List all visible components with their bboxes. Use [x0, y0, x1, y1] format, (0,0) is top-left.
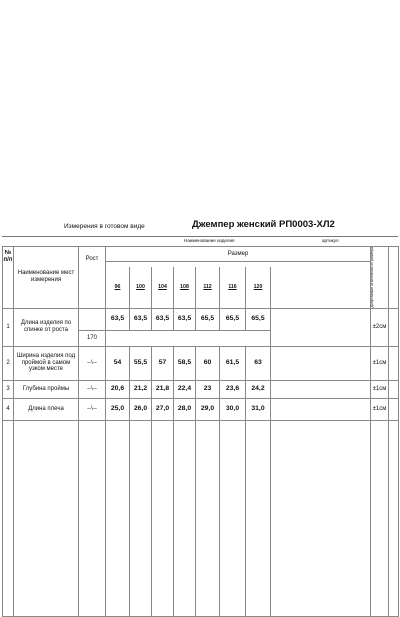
- size-cell: 104: [152, 267, 174, 308]
- blank-cell: [130, 420, 152, 616]
- row-name: Глубина проймы: [14, 380, 79, 398]
- row-no: 3: [3, 380, 14, 398]
- measurement-sheet: [2, 218, 398, 617]
- value-cell: 63,5: [106, 308, 130, 330]
- table-row: [3, 380, 399, 398]
- blank-cell: [371, 420, 389, 616]
- value-cell: 65,5: [220, 308, 246, 330]
- value-cell: 63,5: [152, 308, 174, 330]
- spare-column: [389, 247, 399, 309]
- table-blank-area: [3, 420, 399, 616]
- tolerance-cell: ±1см: [371, 398, 389, 420]
- value-cell: 54: [106, 346, 130, 380]
- size-cell: 100: [130, 267, 152, 308]
- value-cell: 31,0: [246, 398, 271, 420]
- row-height: --\--: [79, 346, 106, 380]
- table-row: [3, 398, 399, 420]
- table-row: [3, 346, 399, 380]
- tolerance-cell: ±2см: [371, 308, 389, 346]
- header-row-1: [3, 247, 399, 262]
- value-cell: 26,0: [130, 398, 152, 420]
- value-cell: 57: [152, 346, 174, 380]
- size-cell: 112: [196, 267, 220, 308]
- value-empty: [271, 380, 371, 398]
- value-cell: 63,5: [130, 308, 152, 330]
- value-cell: 29,0: [196, 398, 220, 420]
- value-cell: 24,2: [246, 380, 271, 398]
- blank-cell: [271, 420, 371, 616]
- blank-cell: [3, 420, 14, 616]
- product-name-label: Наименование изделия: [184, 238, 235, 243]
- size-cell: 96: [106, 267, 130, 308]
- height-row-blank: [106, 330, 271, 346]
- value-cell: 58,5: [174, 346, 196, 380]
- blank-cell: [389, 420, 399, 616]
- size-cell: 116: [220, 267, 246, 308]
- row-height: [79, 308, 106, 330]
- row-no: 2: [3, 346, 14, 380]
- blank-cell: [246, 420, 271, 616]
- value-empty: [271, 308, 371, 346]
- height-header: Рост: [79, 247, 106, 309]
- tolerance-cell: ±1см: [371, 380, 389, 398]
- value-cell: 22,4: [174, 380, 196, 398]
- value-cell: 30,0: [220, 398, 246, 420]
- blank-cell: [220, 420, 246, 616]
- height-value: 170: [79, 330, 106, 346]
- value-cell: 65,5: [196, 308, 220, 330]
- blank-cell: [14, 420, 79, 616]
- sheet-header: [2, 218, 398, 236]
- blank-cell: [106, 420, 130, 616]
- value-cell: 21,8: [152, 380, 174, 398]
- product-title: Джемпер женский РП0003-ХЛ2: [192, 219, 335, 230]
- value-empty: [271, 398, 371, 420]
- row-name: Длина изделия по спинке от роста: [14, 308, 79, 346]
- spare-cell: [389, 398, 399, 420]
- spare-cell: [389, 346, 399, 380]
- row-name: Ширина изделия под проймой в самом узком месте: [14, 346, 79, 380]
- value-empty: [271, 346, 371, 380]
- sheet-title: Измерения в готовом виде: [64, 223, 145, 230]
- row-height: --\--: [79, 398, 106, 420]
- sheet-subheader: [2, 236, 398, 246]
- size-cell: 120: [246, 267, 271, 308]
- row-height: --\--: [79, 380, 106, 398]
- table-row: [3, 308, 399, 330]
- value-cell: 20,6: [106, 380, 130, 398]
- value-cell: 23,6: [220, 380, 246, 398]
- size-table: [2, 246, 399, 617]
- value-cell: 21,2: [130, 380, 152, 398]
- size-header: Размер: [106, 247, 371, 262]
- tolerance-header-text: Допустимые отклонения от размера: [370, 247, 374, 308]
- blank-cell: [152, 420, 174, 616]
- blank-cell: [79, 420, 106, 616]
- value-cell: 61,5: [220, 346, 246, 380]
- value-cell: 28,0: [174, 398, 196, 420]
- value-cell: 63: [246, 346, 271, 380]
- blank-cell: [196, 420, 220, 616]
- row-no: 4: [3, 398, 14, 420]
- value-cell: 65,5: [246, 308, 271, 330]
- name-header: Наименование мест измерения: [14, 247, 79, 309]
- article-label: артикул: [322, 238, 339, 243]
- tolerance-header: [371, 247, 389, 309]
- value-cell: 27,0: [152, 398, 174, 420]
- value-cell: 63,5: [174, 308, 196, 330]
- blank-cell: [174, 420, 196, 616]
- size-cell: 108: [174, 267, 196, 308]
- tolerance-cell: ±1см: [371, 346, 389, 380]
- row-no: 1: [3, 308, 14, 346]
- no-header: № п/п: [3, 247, 14, 309]
- size-empty: [271, 267, 371, 308]
- row-name: Длина плеча: [14, 398, 79, 420]
- value-cell: 60: [196, 346, 220, 380]
- spare-cell: [389, 308, 399, 346]
- value-cell: 23: [196, 380, 220, 398]
- value-cell: 25,0: [106, 398, 130, 420]
- value-cell: 55,5: [130, 346, 152, 380]
- spare-cell: [389, 380, 399, 398]
